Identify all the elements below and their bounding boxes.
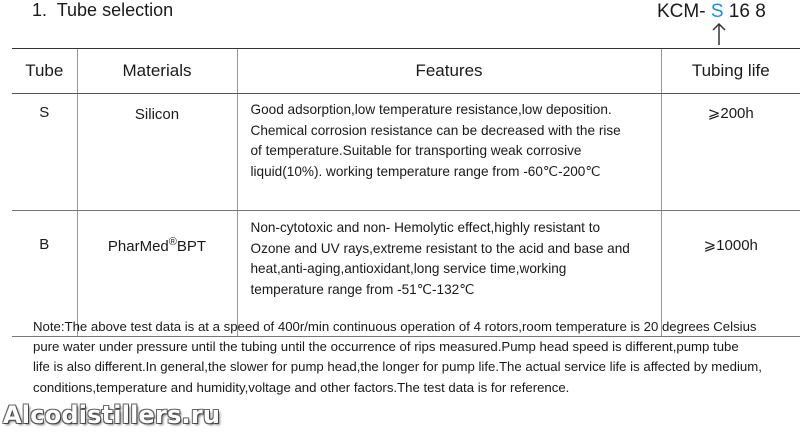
header-features: Features [237,49,661,94]
cell-features [237,94,661,211]
material-suffix: BPT [176,238,207,255]
cell-tube: S [12,94,77,211]
feature-line: of temperature.Suitable for transporting weak corrosive [250,143,582,158]
arrow-up-icon [711,22,727,46]
feature-line: Ozone and UV rays,extreme resistant to the acid and base and [250,240,630,256]
note-line: pure water under pressure until the tubing until the occurrence of rips measured.Pump head speed is different,pump tube [33,339,739,355]
section-title [32,0,173,21]
material-sup: ® [168,236,177,248]
header-tubing-life: Tubing life [661,49,800,94]
model-code-suffix: 16 8 [723,1,766,22]
header-materials: Materials [77,49,237,94]
cell-tube: B [12,211,77,337]
model-code [657,1,766,23]
section-title-text: Tube selection [56,0,174,20]
model-code-prefix: KCM- [657,1,711,22]
feature-line: temperature range from -51℃-132℃ [250,281,475,297]
note [33,317,808,398]
material-name: PharMed [107,238,169,255]
feature-line: Chemical corrosion resistance can be decreased with the rise [250,122,621,138]
feature-line: Non-cytotoxic and non- Hemolytic effect,highly resistant to [250,220,601,235]
material-name: Silicon [134,106,180,123]
feature-line: Good adsorption,low temperature resistance,low deposition. [250,102,612,117]
header-tube: Tube [12,49,77,94]
model-code-highlight: S [710,1,724,22]
note-line: conditions,temperature and humidity,voltage and other factors.The test data is for reference. [33,379,570,395]
note-line: life is also different.In general,the slower for pump head,the longer for pump life.The actual service life is affected by medium, [33,359,762,375]
cell-material [77,94,237,211]
cell-tubing-life: ⩾1000h [661,211,800,337]
table-row [12,94,800,211]
cell-tubing-life: ⩾200h [661,94,800,211]
table-header-row [12,49,800,94]
watermark: Alcodistillers.ru [3,401,221,429]
feature-line: liquid(10%). working temperature range from -60℃-200℃ [250,163,601,179]
tube-selection-table [12,48,800,337]
note-line: Note:The above test data is at a speed of 400r/min continuous operation of 4 rotors,room temperature is 20 degrees Celsius [33,319,757,334]
section-number: 1. [32,0,48,20]
feature-line: heat,anti-aging,antioxidant,long service time,working [250,261,567,276]
